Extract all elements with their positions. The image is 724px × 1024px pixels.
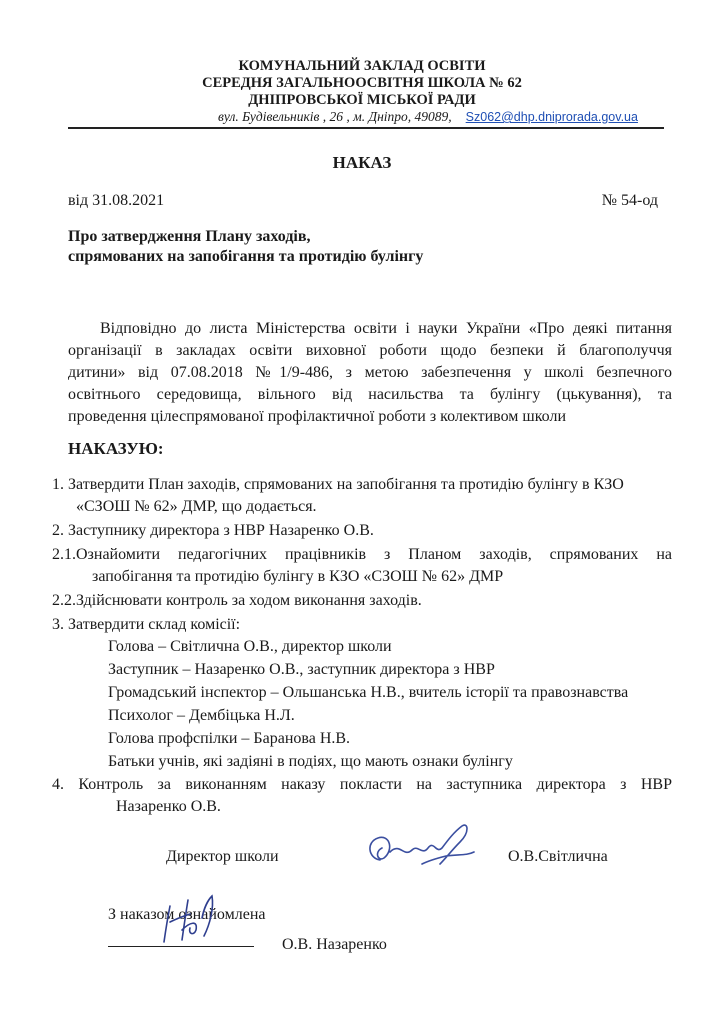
- acknowledgement-name: О.В. Назаренко: [282, 936, 387, 953]
- preamble-line: Відповідно до листа Міністерства освіти і науки України «Про деякі питання: [100, 320, 672, 337]
- header-line-2: СЕРЕДНЯ ЗАГАЛЬНООСВІТНЯ ШКОЛА № 62: [202, 75, 522, 91]
- header-line-3: ДНІПРОВСЬКОЇ МІСЬКОЇ РАДИ: [248, 92, 476, 108]
- email-link[interactable]: Sz062@dhp.dniprorada.gov.ua: [465, 110, 638, 124]
- commission-member: Заступник – Назаренко О.В., заступник директора з НВР: [108, 661, 495, 678]
- preamble-line: дитини» від 07.08.2018 №1/9-486, з метою забезпечення у школі безпечного: [68, 364, 672, 381]
- item-2-1: 2.1.Ознайомити педагогічних працівників з Планом заходів, спрямованих на: [52, 546, 672, 563]
- item-1-cont: «СЗОШ № 62» ДМР, що додається.: [76, 498, 317, 515]
- address: вул. Будівельників , 26 , м. Дніпро, 49089,: [218, 109, 452, 124]
- commission-member: Громадський інспектор – Ольшанська Н.В., вчитель історії та правознавства: [108, 684, 629, 701]
- commission-member: Голова профспілки – Баранова Н.В.: [108, 730, 351, 747]
- order-heading: НАКАЗУЮ:: [68, 439, 164, 458]
- header-line-1: КОМУНАЛЬНИЙ ЗАКЛАД ОСВІТИ: [238, 58, 486, 74]
- director-signature: [360, 812, 500, 882]
- commission-member: Психолог – Дембіцька Н.Л.: [108, 707, 295, 724]
- header-divider: [68, 127, 664, 129]
- item-4: 4. Контроль за виконанням наказу покласти на заступника директора з НВР: [52, 776, 672, 793]
- item-4-cont: Назаренко О.В.: [116, 798, 221, 815]
- item-2-1-cont: запобігання та протидію булінгу в КЗО «СЗОШ № 62» ДМР: [92, 568, 504, 585]
- preamble-line: проведення цілеспрямованої профілактичної роботи з колективом школи: [68, 408, 567, 425]
- preamble-line: освітнього середовища, вільного від насильства та булінгу (цькування), та: [68, 386, 672, 403]
- item-1: 1. Затвердити План заходів, спрямованих на запобігання та протидію булінгу в КЗО: [52, 476, 624, 493]
- subject-line-2: спрямованих на запобігання та протидію булінгу: [68, 248, 424, 265]
- signature-position: Директор школи: [166, 848, 279, 865]
- order-number: № 54-од: [601, 192, 658, 209]
- document-title: НАКАЗ: [332, 153, 392, 172]
- item-2-2: 2.2.Здійснювати контроль за ходом виконання заходів.: [52, 592, 422, 609]
- order-date: від 31.08.2021: [68, 192, 165, 209]
- acknowledgement-label: З наказом ознайомлена: [108, 906, 266, 923]
- preamble-line: організації в закладах освіти виховної роботи щодо безпеки й благополуччя: [68, 342, 672, 359]
- subject-line-1: Про затвердження Плану заходів,: [68, 228, 311, 245]
- item-3: 3. Затвердити склад комісії:: [52, 616, 241, 633]
- commission-member: Голова – Світлична О.В., директор школи: [108, 638, 392, 655]
- commission-member: Батьки учнів, які задіяні в подіях, що мають ознаки булінгу: [108, 753, 513, 770]
- acknowledgement-signature: [150, 878, 230, 958]
- address-line: [218, 109, 638, 125]
- item-2: 2. Заступнику директора з НВР Назаренко О.В.: [52, 522, 374, 539]
- signature-name: О.В.Світлична: [508, 848, 608, 865]
